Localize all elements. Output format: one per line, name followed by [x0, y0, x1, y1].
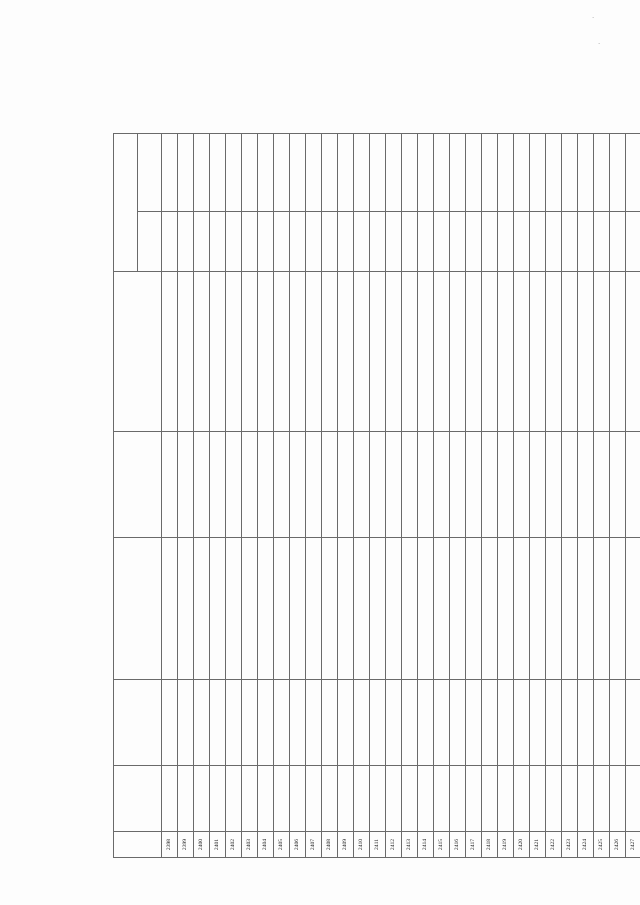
cell-text: [210, 680, 226, 766]
table-row: [466, 134, 482, 858]
cell-text: [594, 766, 610, 832]
cell-num: 2418: [482, 832, 498, 858]
cell-text: [482, 432, 498, 538]
cell-text: [178, 766, 194, 832]
cell-text: [546, 134, 562, 212]
cell-num: 2421: [530, 832, 546, 858]
cell-text: [242, 766, 258, 832]
cell-text: [370, 134, 386, 212]
cell-text: [210, 134, 226, 212]
cell-text: [370, 766, 386, 832]
cell-text: [546, 766, 562, 832]
cell-text: [450, 538, 466, 680]
cell-text: [434, 538, 450, 680]
cell-text: [258, 680, 274, 766]
cell-num: 2400: [194, 832, 210, 858]
cell-text: [258, 766, 274, 832]
cell-text: [546, 538, 562, 680]
cell-text: [194, 432, 210, 538]
cell-text: [466, 134, 482, 212]
cell-text: [514, 766, 530, 832]
cell-num: 2401: [210, 832, 226, 858]
header-organization: [114, 272, 162, 432]
cell-text: [354, 272, 370, 432]
cell-text: [498, 538, 514, 680]
cell-text: [514, 134, 530, 212]
table-row: [370, 134, 386, 858]
cell-text: [162, 538, 178, 680]
cell-text: [402, 766, 418, 832]
cell-text: [306, 680, 322, 766]
cell-text: [162, 432, 178, 538]
header-month: [138, 134, 162, 212]
cell-text: [482, 272, 498, 432]
cell-num: 2411: [370, 832, 386, 858]
header-measures: [114, 538, 162, 680]
cell-text: [482, 680, 498, 766]
cell-text: [242, 134, 258, 212]
table-row: [562, 134, 578, 858]
cell-text: [370, 272, 386, 432]
cell-text: [306, 538, 322, 680]
cell-text: [354, 766, 370, 832]
cell-text: [258, 272, 274, 432]
cell-num: 2408: [322, 832, 338, 858]
cell-num: 2399: [178, 832, 194, 858]
cell-text: [194, 212, 210, 272]
cell-num: 2403: [242, 832, 258, 858]
cell-text: [466, 212, 482, 272]
cell-text: [226, 272, 242, 432]
cell-num: 2413: [402, 832, 418, 858]
gasification-table: [113, 133, 640, 858]
cell-text: [402, 212, 418, 272]
cell-text: [386, 680, 402, 766]
cell-text: [274, 680, 290, 766]
cell-text: [530, 680, 546, 766]
cell-text: [386, 766, 402, 832]
cell-text: [290, 432, 306, 538]
table-row: [546, 134, 562, 858]
table-row: [178, 134, 194, 858]
cell-text: [194, 766, 210, 832]
cell-text: [322, 432, 338, 538]
cell-text: [466, 538, 482, 680]
cell-text: [514, 432, 530, 538]
cell-text: [514, 538, 530, 680]
table-row: [482, 134, 498, 858]
cell-text: [530, 272, 546, 432]
cell-num: 2407: [306, 832, 322, 858]
cell-text: [242, 680, 258, 766]
cell-text: [402, 134, 418, 212]
cell-num: 2420: [514, 832, 530, 858]
cell-text: [450, 680, 466, 766]
cell-text: [562, 538, 578, 680]
cell-text: [210, 212, 226, 272]
cell-text: [354, 432, 370, 538]
cell-text: [578, 432, 594, 538]
table-row: [258, 134, 274, 858]
cell-text: [530, 766, 546, 832]
cell-text: [402, 680, 418, 766]
cell-text: [450, 212, 466, 272]
cell-text: [226, 680, 242, 766]
cell-text: [290, 538, 306, 680]
cell-text: [290, 272, 306, 432]
table-row: [242, 134, 258, 858]
cell-text: [594, 212, 610, 272]
cell-text: [626, 538, 640, 680]
cell-text: [498, 766, 514, 832]
cell-text: [594, 680, 610, 766]
cell-num: 2406: [290, 832, 306, 858]
cell-text: [594, 134, 610, 212]
cell-text: [274, 134, 290, 212]
cell-num: 2416: [450, 832, 466, 858]
cell-text: [626, 680, 640, 766]
table-row: [338, 134, 354, 858]
table-body: [162, 134, 640, 858]
cell-text: [210, 538, 226, 680]
cell-text: [562, 432, 578, 538]
cell-text: [594, 272, 610, 432]
cell-text: [578, 272, 594, 432]
cell-text: [498, 212, 514, 272]
header-address: [114, 432, 162, 538]
cell-text: [338, 680, 354, 766]
cell-num: 2424: [578, 832, 594, 858]
cell-text: [562, 766, 578, 832]
cell-text: [386, 432, 402, 538]
cell-text: [578, 212, 594, 272]
cell-text: [306, 134, 322, 212]
cell-text: [626, 766, 640, 832]
cell-num: 2425: [594, 832, 610, 858]
cell-text: [370, 538, 386, 680]
cell-text: [498, 680, 514, 766]
table-row: [434, 134, 450, 858]
cell-text: [162, 134, 178, 212]
cell-text: [226, 538, 242, 680]
cell-num: 2417: [466, 832, 482, 858]
table-row: [162, 134, 178, 858]
cell-text: [354, 538, 370, 680]
cell-text: [466, 680, 482, 766]
cell-text: [562, 680, 578, 766]
cell-text: [290, 134, 306, 212]
cell-text: [610, 766, 626, 832]
cell-text: [210, 766, 226, 832]
cell-text: [274, 766, 290, 832]
cell-text: [338, 134, 354, 212]
cell-num: 2419: [498, 832, 514, 858]
cell-text: [322, 272, 338, 432]
cell-text: [514, 680, 530, 766]
cell-text: [242, 272, 258, 432]
cell-text: [450, 134, 466, 212]
cell-text: [194, 680, 210, 766]
cell-text: [258, 134, 274, 212]
cell-text: [610, 134, 626, 212]
header-num: [114, 832, 162, 858]
cell-text: [354, 212, 370, 272]
cell-text: [274, 538, 290, 680]
scan-mark: ·: [592, 14, 595, 22]
table-row: [322, 134, 338, 858]
cell-num: 2414: [418, 832, 434, 858]
cell-text: [354, 680, 370, 766]
cell-text: [162, 680, 178, 766]
cell-text: [402, 538, 418, 680]
table-row: [610, 134, 626, 858]
cell-num: 2402: [226, 832, 242, 858]
cell-text: [306, 766, 322, 832]
cell-text: [498, 432, 514, 538]
header-settlement: [114, 680, 162, 766]
cell-text: [626, 272, 640, 432]
table-row: [274, 134, 290, 858]
cell-text: [418, 212, 434, 272]
cell-text: [418, 680, 434, 766]
cell-text: [370, 432, 386, 538]
cell-text: [610, 680, 626, 766]
cell-text: [482, 766, 498, 832]
cell-text: [610, 212, 626, 272]
cell-text: [354, 134, 370, 212]
cell-text: [194, 272, 210, 432]
cell-text: [386, 212, 402, 272]
cell-text: [226, 766, 242, 832]
cell-text: [434, 134, 450, 212]
cell-text: [418, 272, 434, 432]
cell-text: [290, 766, 306, 832]
cell-text: [178, 134, 194, 212]
cell-text: [178, 432, 194, 538]
cell-text: [514, 212, 530, 272]
cell-text: [594, 538, 610, 680]
table-row: [418, 134, 434, 858]
table-row: [386, 134, 402, 858]
table-row: [626, 134, 640, 858]
cell-text: [370, 680, 386, 766]
cell-text: [194, 134, 210, 212]
cell-text: [482, 538, 498, 680]
cell-text: [370, 212, 386, 272]
table-row: [530, 134, 546, 858]
cell-text: [290, 680, 306, 766]
cell-text: [450, 766, 466, 832]
cell-text: [466, 766, 482, 832]
cell-text: [322, 212, 338, 272]
cell-text: [306, 432, 322, 538]
cell-text: [610, 432, 626, 538]
cell-text: [162, 272, 178, 432]
cell-num: 2427: [626, 832, 640, 858]
cell-text: [338, 272, 354, 432]
cell-text: [178, 538, 194, 680]
cell-text: [210, 432, 226, 538]
cell-text: [482, 212, 498, 272]
table-row: [290, 134, 306, 858]
cell-text: [418, 766, 434, 832]
header-year: [138, 212, 162, 272]
cell-text: [578, 134, 594, 212]
cell-text: [530, 538, 546, 680]
cell-num: 2423: [562, 832, 578, 858]
cell-text: [322, 538, 338, 680]
cell-text: [274, 432, 290, 538]
cell-text: [498, 134, 514, 212]
cell-text: [258, 538, 274, 680]
cell-text: [594, 432, 610, 538]
cell-text: [306, 272, 322, 432]
header-municipality: [114, 766, 162, 832]
cell-text: [578, 680, 594, 766]
cell-text: [226, 432, 242, 538]
cell-num: 2405: [274, 832, 290, 858]
cell-text: [546, 272, 562, 432]
cell-text: [546, 212, 562, 272]
cell-text: [434, 272, 450, 432]
cell-text: [530, 134, 546, 212]
cell-text: [466, 272, 482, 432]
cell-text: [162, 212, 178, 272]
cell-text: [562, 212, 578, 272]
cell-text: [226, 134, 242, 212]
cell-text: [386, 272, 402, 432]
cell-text: [322, 680, 338, 766]
cell-text: [546, 680, 562, 766]
table-row: [226, 134, 242, 858]
cell-text: [434, 432, 450, 538]
cell-text: [242, 432, 258, 538]
cell-text: [338, 432, 354, 538]
cell-text: [178, 680, 194, 766]
cell-text: [466, 432, 482, 538]
cell-text: [418, 432, 434, 538]
cell-text: [194, 538, 210, 680]
cell-text: [530, 212, 546, 272]
cell-text: [338, 766, 354, 832]
cell-text: [306, 212, 322, 272]
table-row: [210, 134, 226, 858]
cell-text: [402, 432, 418, 538]
cell-num: 2398: [162, 832, 178, 858]
rotated-table-container: [113, 134, 637, 858]
cell-text: [626, 432, 640, 538]
cell-text: [434, 766, 450, 832]
cell-text: [530, 432, 546, 538]
header-term-group: [114, 134, 138, 272]
cell-text: [546, 432, 562, 538]
cell-text: [386, 134, 402, 212]
table-row: [402, 134, 418, 858]
cell-num: 2422: [546, 832, 562, 858]
cell-text: [338, 212, 354, 272]
cell-text: [322, 766, 338, 832]
cell-text: [258, 212, 274, 272]
cell-text: [434, 680, 450, 766]
cell-text: [242, 212, 258, 272]
table-row: [194, 134, 210, 858]
cell-text: [242, 538, 258, 680]
cell-text: [450, 432, 466, 538]
cell-num: 2404: [258, 832, 274, 858]
cell-text: [434, 212, 450, 272]
cell-text: [226, 212, 242, 272]
cell-text: [626, 212, 640, 272]
cell-text: [178, 272, 194, 432]
cell-text: [162, 766, 178, 832]
cell-num: 2409: [338, 832, 354, 858]
cell-text: [578, 538, 594, 680]
cell-text: [482, 134, 498, 212]
cell-text: [498, 272, 514, 432]
cell-text: [290, 212, 306, 272]
cell-text: [386, 538, 402, 680]
cell-text: [610, 538, 626, 680]
table-row: [498, 134, 514, 858]
cell-text: [626, 134, 640, 212]
table-row: [594, 134, 610, 858]
cell-num: 2412: [386, 832, 402, 858]
table-row: [578, 134, 594, 858]
cell-text: [322, 134, 338, 212]
cell-text: [450, 272, 466, 432]
cell-text: [562, 134, 578, 212]
table-row: [450, 134, 466, 858]
cell-text: [210, 272, 226, 432]
cell-text: [514, 272, 530, 432]
cell-text: [578, 766, 594, 832]
cell-text: [562, 272, 578, 432]
cell-num: 2415: [434, 832, 450, 858]
cell-text: [402, 272, 418, 432]
cell-text: [418, 538, 434, 680]
cell-text: [178, 212, 194, 272]
cell-text: [418, 134, 434, 212]
cell-num: 2410: [354, 832, 370, 858]
cell-text: [338, 538, 354, 680]
table-row: [514, 134, 530, 858]
cell-text: [274, 272, 290, 432]
table-row: [354, 134, 370, 858]
cell-text: [274, 212, 290, 272]
cell-text: [258, 432, 274, 538]
cell-text: [610, 272, 626, 432]
cell-num: 2426: [610, 832, 626, 858]
table-row: [306, 134, 322, 858]
scan-mark: ·: [598, 40, 601, 48]
